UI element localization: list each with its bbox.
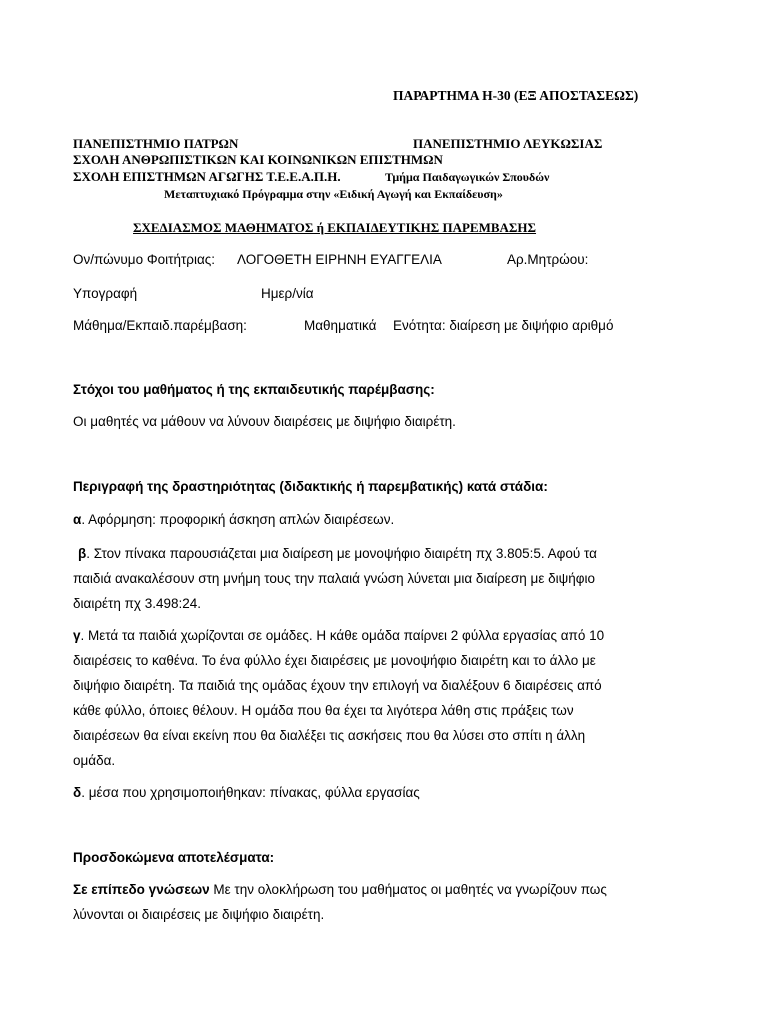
stage-c-line-2: διαιρέσεις το καθένα. Το ένα φύλλο έχει διαιρέσεις με μονοψήφιο διαιρέτη και το άλλο με: [73, 653, 596, 668]
results-knowledge: [73, 877, 693, 927]
stage-c-line-6: ομάδα.: [73, 753, 116, 768]
stage-b: [73, 541, 693, 616]
stage-c-letter: γ: [73, 628, 81, 643]
goals-heading: Στόχοι του μαθήματος ή της εκπαιδευτικής παρέμβασης:: [73, 382, 435, 397]
student-name-value: ΛΟΓΟΘΕΤΗ ΕΙΡΗΝΗ ΕΥΑΓΓΕΛΙΑ: [237, 252, 442, 267]
signature-label: Υπογραφή: [73, 286, 138, 301]
stage-b-line-2: παιδιά ανακαλέσουν στη μνήμη τους την παλαιά γνώση λύνεται μια διαίρεση με διψήφιο: [73, 571, 595, 586]
university-patras: ΠΑΝΕΠΙΣΤΗΜΙΟ ΠΑΤΡΩΝ: [73, 136, 239, 151]
stage-c: [73, 623, 693, 773]
knowledge-line-1: Με την ολοκλήρωση του μαθήματος οι μαθητές να γνωρίζουν πως: [209, 882, 607, 897]
annex-label: ΠΑΡΑΡΤΗΜΑ Η-30 (ΕΞ ΑΠΟΣΤΑΣΕΩΣ): [393, 88, 639, 103]
stage-b-line-3: διαιρέτη πχ 3.498:24.: [73, 596, 202, 611]
stage-c-line-5: διαιρέσεων θα είναι εκείνη που θα διαλέξει τις ασκήσεις που θα λύσει στο σπίτι η άλλη: [73, 728, 586, 743]
stage-c-line-1: . Μετά τα παιδιά χωρίζονται σε ομάδες. Η κάθε ομάδα παίρνει 2 φύλλα εργασίας από 10: [80, 628, 605, 643]
plan-title: ΣΧΕΔΙΑΣΜΟΣ ΜΑΘΗΜΑΤΟΣ ή ΕΚΠΑΙΔΕΥΤΙΚΗΣ ΠΑΡΕΜΒΑΣΗΣ: [133, 220, 537, 235]
stage-d-letter: δ: [73, 785, 82, 800]
stage-c-line-4: κάθε φύλλο, όποιες θέλουν. Η ομάδα που θα έχει τα λιγότερα λάθη στις πράξεις των: [73, 703, 574, 718]
stage-a-letter: α: [73, 512, 82, 527]
school-humanities: ΣΧΟΛΗ ΑΝΘΡΩΠΙΣΤΙΚΩΝ ΚΑΙ ΚΟΙΝΩΝΙΚΩΝ ΕΠΙΣΤΗΜΩΝ: [73, 152, 443, 167]
date-label: Ημερ/νία: [261, 286, 314, 301]
knowledge-label: Σε επίπεδο γνώσεων: [73, 882, 210, 897]
stage-b-letter: β: [78, 546, 87, 561]
stage-c-line-3: διψήφιο διαιρέτη. Τα παιδιά της ομάδας έχουν την επιλογή να διαλέξουν 6 διαιρέσεις από: [73, 678, 602, 693]
unit-text: Ενότητα: διαίρεση με διψήφιο αριθμό: [393, 318, 614, 333]
stage-d: [73, 785, 420, 800]
results-heading: Προσδοκώμενα αποτελέσματα:: [73, 850, 275, 865]
lesson-value: Μαθηματικά: [304, 318, 377, 333]
student-name-label: Ον/πώνυμο Φοιτήτριας:: [73, 252, 216, 267]
department-name: Τμήμα Παιδαγωγικών Σπουδών: [385, 170, 550, 184]
description-heading: Περιγραφή της δραστηριότητας (διδακτικής ή παρεμβατικής) κατά στάδια:: [73, 479, 548, 494]
lesson-label: Μάθημα/Εκπαιδ.παρέμβαση:: [73, 318, 247, 333]
stage-b-line-1: . Στον πίνακα παρουσιάζεται μια διαίρεση με μονοψήφιο διαιρέτη πχ 3.805:5. Αφού τα: [86, 546, 597, 561]
stage-d-text: . μέσα που χρησιμοποιήθηκαν: πίνακας, φύλλα εργασίας: [81, 785, 420, 800]
program-name: Μεταπτυχιακό Πρόγραμμα στην «Ειδική Αγωγή και Εκπαίδευση»: [164, 187, 503, 201]
goals-text: Οι μαθητές να μάθουν να λύνουν διαιρέσεις με διψήφιο διαιρέτη.: [73, 414, 456, 429]
registration-label: Αρ.Μητρώου:: [507, 252, 589, 267]
stage-a: [73, 512, 394, 527]
university-nicosia: ΠΑΝΕΠΙΣΤΗΜΙΟ ΛΕΥΚΩΣΙΑΣ: [413, 136, 603, 151]
stage-a-text: . Αφόρμηση: προφορική άσκηση απλών διαιρέσεων.: [81, 512, 395, 527]
knowledge-line-2: λύνονται οι διαιρέσεις με διψήφιο διαιρέτη.: [73, 907, 325, 922]
school-education: ΣΧΟΛΗ ΕΠΙΣΤΗΜΩΝ ΑΓΩΓΗΣ Τ.Ε.Ε.Α.Π.Η.: [73, 169, 341, 184]
